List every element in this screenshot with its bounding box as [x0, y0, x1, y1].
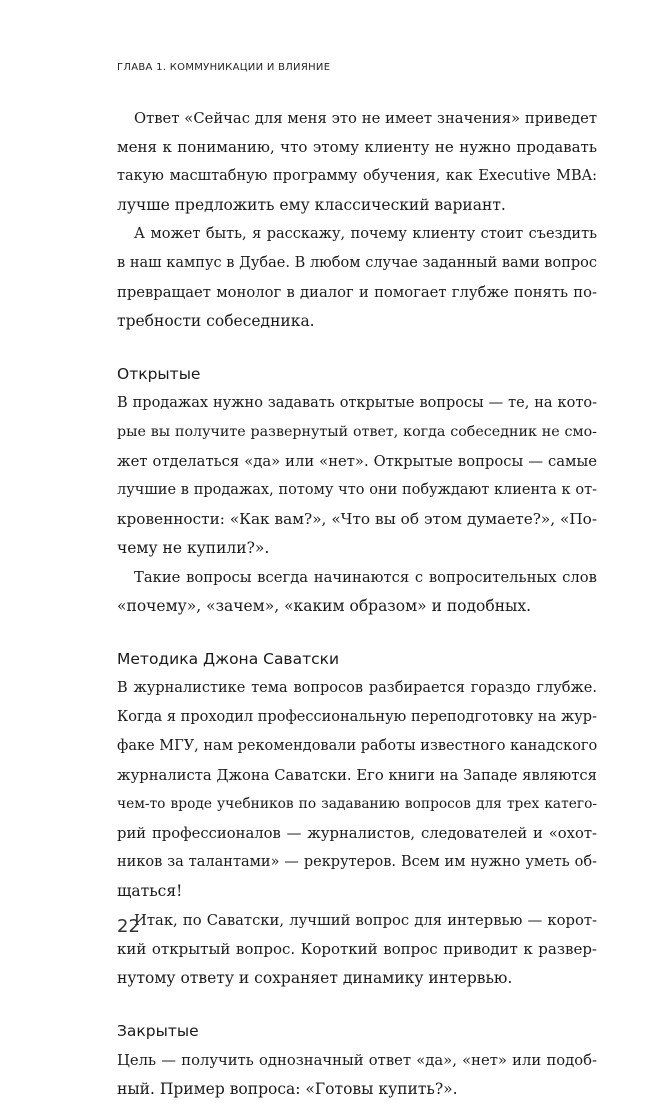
section-heading-open-questions: Открытые — [117, 365, 201, 383]
text-line: кий открытый вопрос. Короткий вопрос приводит к развер- — [117, 940, 597, 958]
paragraph-4 — [117, 563, 597, 621]
text-line: кровенности: «Как вам?», «Что вы об этом думаете?», «По- — [117, 510, 597, 528]
text-line: рий профессионалов — журналистов, следователей и «охот- — [117, 825, 597, 842]
text-line: журналиста Джона Саватски. Его книги на Западе являются — [117, 767, 597, 784]
text-line: А может быть, я расскажу, почему клиенту стоит съездить — [134, 226, 597, 242]
running-head: ГЛАВА 1. КОММУНИКАЦИИ И ВЛИЯНИЕ — [117, 62, 331, 73]
paragraph-1 — [117, 104, 597, 220]
text-line: в наш кампус в Дубае. В любом случае заданный вами вопрос — [117, 255, 597, 271]
paragraph-2 — [117, 220, 597, 336]
paragraph-5 — [117, 674, 597, 906]
text-line: факе МГУ, нам рекомендовали работы известного канадского — [117, 738, 598, 754]
section-heading-sawatsky-method: Методика Джона Саватски — [117, 650, 340, 668]
text-line: «почему», «зачем», «каким образом» и подобных. — [117, 597, 532, 615]
text-line: жет отделаться «да» или «нет». Открытые вопросы — самые — [117, 453, 597, 470]
text-line: рые вы получите развернутый ответ, когда собеседник не смо- — [117, 424, 597, 440]
text-line: Цель — получить однозначный ответ «да», «нет» или подоб- — [117, 1052, 597, 1069]
text-line: Итак, по Саватски, лучший вопрос для интервью — корот- — [134, 912, 597, 929]
page-body — [117, 104, 597, 1104]
text-line: меня к пониманию, что этому клиенту не нужно продавать — [117, 138, 597, 156]
text-line: щаться! — [117, 882, 183, 900]
text-line: чему не купили?». — [117, 539, 270, 557]
text-line: Ответ «Сейчас для меня это не имеет значения» приведет — [134, 110, 597, 127]
paragraph-7 — [117, 1046, 597, 1104]
page-number: 22 — [117, 916, 140, 937]
text-line: Такие вопросы всегда начинаются с вопросительных слов — [134, 569, 597, 586]
paragraph-6 — [117, 906, 597, 993]
section-heading-closed-questions: Закрытые — [117, 1022, 199, 1040]
text-line: лучшие в продажах, потому что они побуждают клиента к от- — [117, 482, 597, 498]
text-line: такую масштабную программу обучения, как Executive MBA: — [117, 168, 597, 184]
text-line: ный. Пример вопроса: «Готовы купить?». — [117, 1080, 458, 1098]
text-line: Когда я проходил профессиональную переподготовку на жур- — [117, 709, 597, 725]
text-line: требности собеседника. — [117, 312, 315, 330]
text-line: чем-то вроде учебников по задаванию вопросов для трех катего- — [117, 796, 597, 812]
text-line: ников за талантами» — рекрутеров. Всем им нужно уметь об- — [117, 854, 597, 870]
text-line: В журналистике тема вопросов разбирается гораздо глубже. — [117, 680, 597, 696]
text-line: В продажах нужно задавать открытые вопросы — те, на кото- — [117, 395, 597, 411]
text-line: превращает монолог в диалог и помогает глубже понять по- — [117, 284, 597, 301]
text-line: нутому ответу и сохраняет динамику интервью. — [117, 969, 513, 987]
paragraph-3 — [117, 389, 597, 563]
text-line: лучше предложить ему классический вариант. — [117, 196, 506, 214]
